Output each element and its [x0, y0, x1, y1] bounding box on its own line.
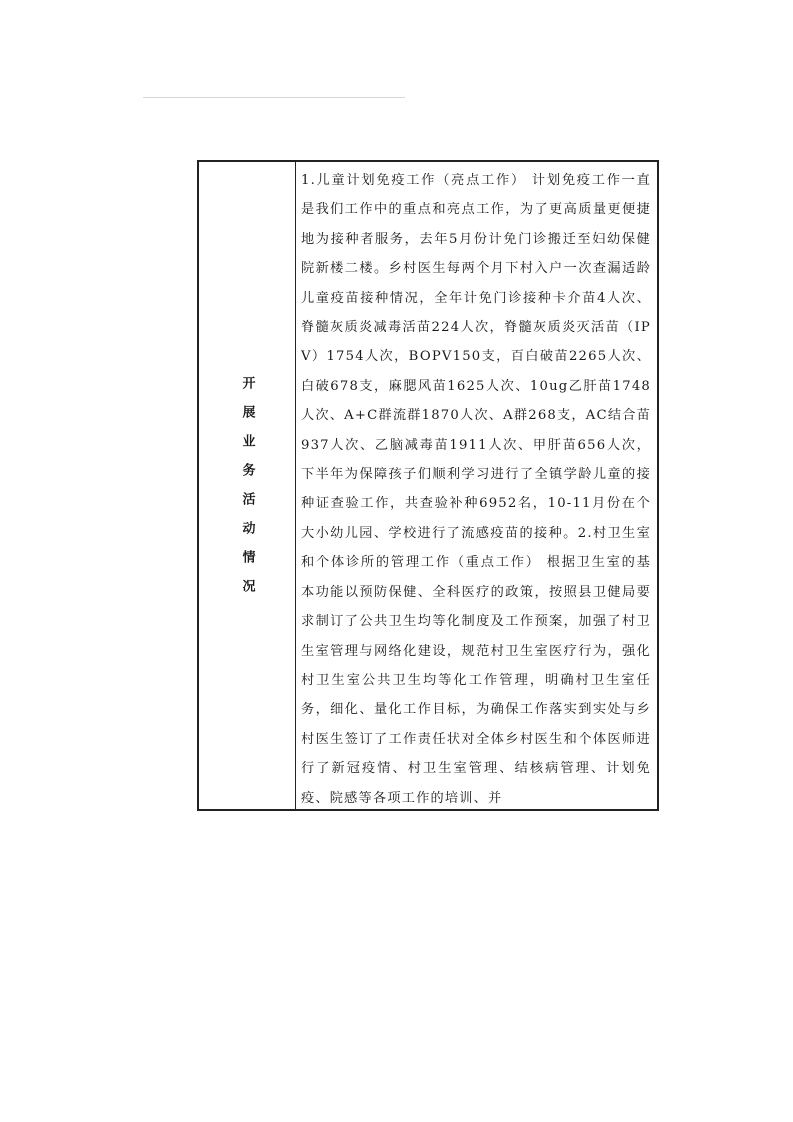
row-label-cell	[199, 162, 296, 809]
top-rule	[143, 97, 405, 98]
work-description: 1.儿童计划免疫工作（亮点工作） 计划免疫工作一直是我们工作中的重点和亮点工作，为了更高质量更便捷地为接种者服务，去年5月份计免门诊搬迁至妇幼保健院新楼二楼。乡村医生每两个月下村入户一次查漏适龄儿童疫苗接种情况，全年计免门诊接种卡介苗4人次、脊髓灰质炎减毒活苗224人次，脊髓灰质炎灭活苗（IPV）1754人次，BOPV150支，百白破苗2265人次、白破678支，麻腮风苗1625人次、10ug乙肝苗1748人次、A+C群流群1870人次、A群268支，AC结合苗937人次、乙脑减毒苗1911人次、甲肝苗656人次，下半年为保障孩子们顺利学习进行了全镇学龄儿童的接种证查验工作，共查验补种6952名，10-11月份在个大小幼儿园、学校进行了流感疫苗的接种。2.村卫生室和个体诊所的管理工作（重点工作） 根据卫生室的基本功能以预防保健、全科医疗的政策，按照县卫健局要求制订了公共卫生均等化制度及工作预案，加强了村卫生室管理与网络化建设，规范村卫生室医疗行为，强化村卫生室公共卫生均等化工作管理，明确村卫生室任务，细化、量化工作目标，为确保工作落实到实处与乡村医生签订了工作责任状对全体乡村医生和个体医师进行了新冠疫情、村卫生室管理、结核病管理、计划免疫、院感等各项工作的培训、并	[301, 173, 651, 806]
report-table	[197, 160, 659, 811]
content-cell	[296, 162, 657, 809]
row-label: 开展业务活动情况	[239, 375, 255, 608]
